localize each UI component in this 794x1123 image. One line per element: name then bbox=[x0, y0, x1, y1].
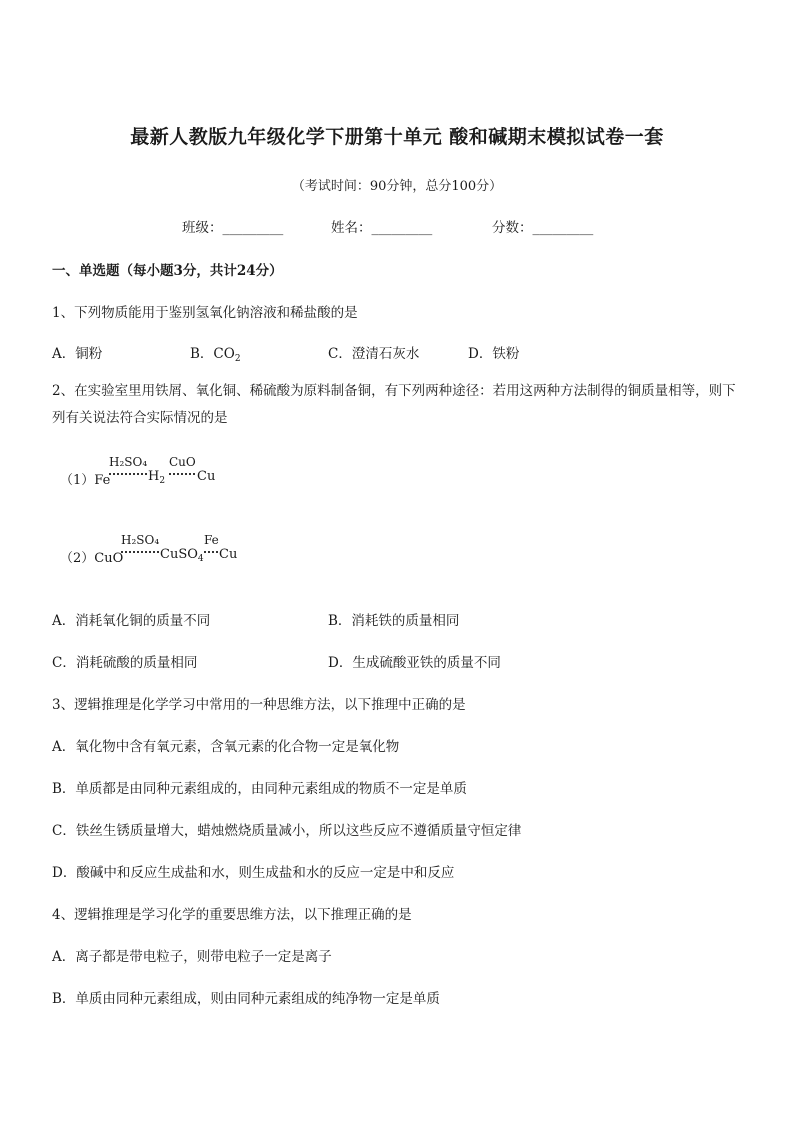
question-2-option-a[interactable]: A．消耗氧化铜的质量不同 bbox=[52, 613, 211, 629]
question-1-option-c[interactable]: C．澄清石灰水 bbox=[328, 346, 420, 362]
route-1-arrow-1 bbox=[109, 469, 147, 475]
route-1-arrow-2 bbox=[169, 469, 195, 475]
route-2-product: Cu bbox=[219, 547, 238, 562]
question-1-option-a[interactable]: A．铜粉 bbox=[52, 346, 103, 362]
question-3-option-a[interactable]: A．氧化物中含有氧元素，含氧元素的化合物一定是氧化物 bbox=[52, 739, 400, 755]
question-4-stem: 4、逻辑推理是学习化学的重要思维方法，以下推理正确的是 bbox=[52, 907, 412, 923]
question-1-stem: 1、下列物质能用于鉴别氢氧化钠溶液和稀盐酸的是 bbox=[52, 305, 358, 321]
route-2-prefix: （2）CuO bbox=[60, 551, 124, 566]
question-1-option-b[interactable] bbox=[190, 342, 241, 364]
route-2-intermediate bbox=[160, 547, 204, 564]
intermediate-text: H bbox=[148, 469, 160, 484]
exam-title: 最新人教版九年级化学下册第十单元 酸和碱期末模拟试卷一套 bbox=[130, 126, 664, 148]
question-3-stem: 3、逻辑推理是化学学习中常用的一种思维方法，以下推理中正确的是 bbox=[52, 697, 466, 713]
route-2-arrow-1 bbox=[121, 547, 159, 553]
option-b-text: B．CO bbox=[190, 346, 235, 362]
subscript: 2 bbox=[159, 476, 166, 486]
score-field[interactable]: 分数：_________ bbox=[492, 220, 594, 236]
question-3-option-b[interactable]: B．单质都是由同种元素组成的，由同种元素组成的物质不一定是单质 bbox=[52, 781, 467, 797]
route-1-reagent-2: CuO bbox=[169, 455, 196, 469]
route-2-equation bbox=[60, 533, 238, 566]
route-1-intermediate bbox=[148, 469, 165, 486]
exam-subtitle: （考试时间：90分钟，总分100分） bbox=[291, 179, 503, 194]
route-1-prefix: （1）Fe bbox=[60, 473, 111, 488]
subscript: 2 bbox=[234, 354, 241, 364]
route-1-product: Cu bbox=[197, 469, 216, 484]
question-2-stem: 2、在实验室里用铁屑、氧化铜、稀硫酸为原料制备铜，有下列两种途径：若用这两种方法制得的铜质量相等，则下列有关说法符合实际情况的是 bbox=[52, 383, 736, 426]
question-2-option-d[interactable]: D．生成硫酸亚铁的质量不同 bbox=[328, 655, 501, 671]
route-1-reagent-1: H₂SO₄ bbox=[109, 455, 148, 469]
question-1-option-d[interactable]: D．铁粉 bbox=[468, 346, 520, 362]
name-field[interactable]: 姓名：_________ bbox=[331, 220, 433, 236]
question-3-option-d[interactable]: D．酸碱中和反应生成盐和水，则生成盐和水的反应一定是中和反应 bbox=[52, 865, 455, 881]
question-3-option-c[interactable]: C．铁丝生锈质量增大，蜡烛燃烧质量减小，所以这些反应不遵循质量守恒定律 bbox=[52, 823, 522, 839]
route-2-reagent-2: Fe bbox=[204, 533, 219, 547]
subscript: 4 bbox=[197, 554, 204, 564]
question-2-option-c[interactable]: C．消耗硫酸的质量相同 bbox=[52, 655, 198, 671]
question-4-option-a[interactable]: A．离子都是带电粒子，则带电粒子一定是离子 bbox=[52, 949, 332, 965]
route-2-reagent-1: H₂SO₄ bbox=[121, 533, 160, 547]
route-2-arrow-2 bbox=[204, 547, 218, 553]
question-2-option-b[interactable]: B．消耗铁的质量相同 bbox=[328, 613, 460, 629]
class-field[interactable]: 班级：_________ bbox=[182, 220, 284, 236]
question-4-option-b[interactable]: B．单质由同种元素组成，则由同种元素组成的纯净物一定是单质 bbox=[52, 991, 440, 1007]
section-heading-single-choice: 一、单选题（每小题3分，共计24分） bbox=[52, 263, 283, 279]
route-1-equation bbox=[60, 455, 216, 488]
intermediate-text: CuSO bbox=[160, 547, 198, 562]
